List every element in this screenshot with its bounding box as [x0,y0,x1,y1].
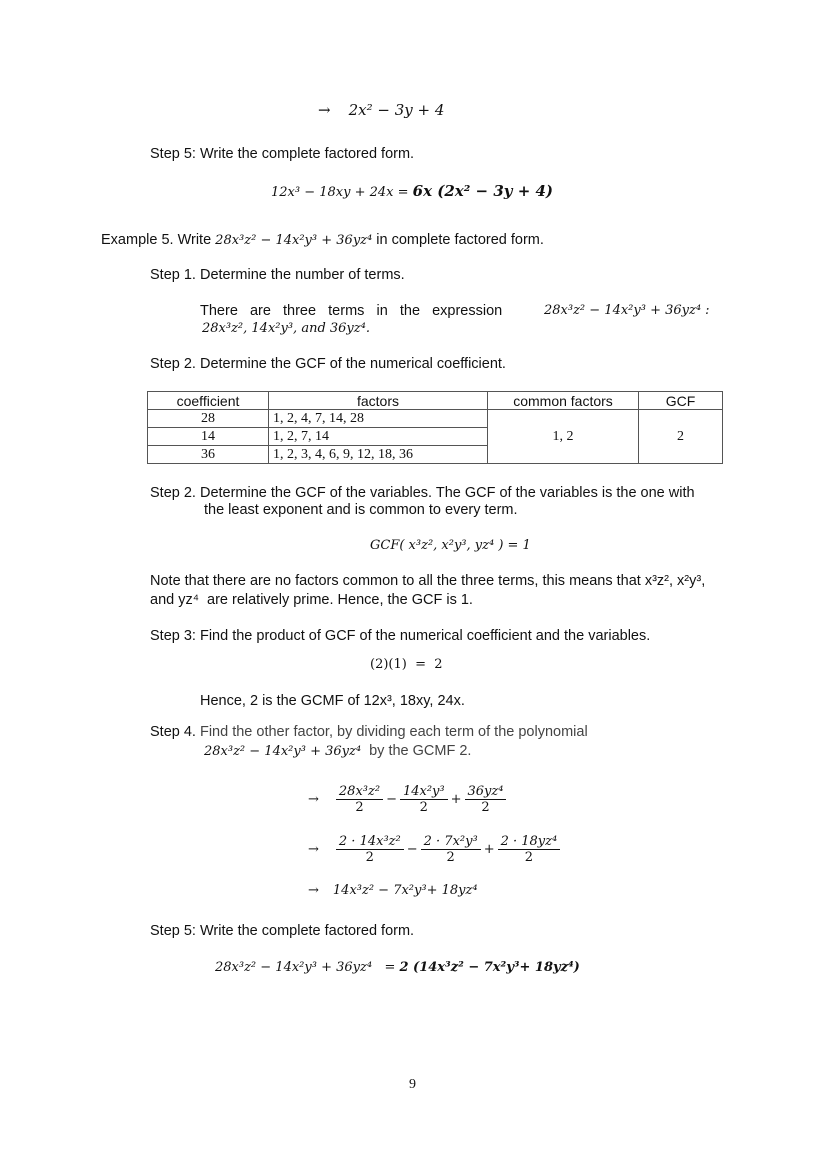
lhs: 28x³z² − 14x²y³ + 36yz⁴ = [215,960,400,975]
t3: in complete factored form. [372,232,544,248]
operator: + [483,842,495,857]
fraction [465,784,507,815]
step2b-line2: the least exponent and is common to every term. [204,502,518,518]
denominator: 2 [365,850,374,865]
gcf-table [147,391,723,464]
coef: 28 [148,410,269,428]
numerator: 2 · 7x²y³ [421,834,481,850]
operator: − [386,792,397,807]
division-step-2 [308,834,563,865]
denominator: 2 [419,800,428,815]
step4-text: Find the other factor, by dividing each term of the polynomial [195,724,588,740]
product: (2)(1) = 2 [370,657,443,672]
division-step-1 [308,784,509,815]
prev-step5-label: Step 5: Write the complete factored form. [150,146,415,162]
step3-label: Step 3: Find the product of GCF of the numerical coefficient and the variables. [150,628,651,644]
coef: 14 [148,428,269,446]
t1: Example 5. Write [101,232,216,248]
table-row [148,410,723,428]
prev-expression: 2x² − 3y + 4 [348,101,445,119]
common-factors: 1, 2 [488,410,639,464]
numerator: 28x³z² [336,784,383,800]
prev-result [318,101,444,119]
step1-expression: 28x³z² − 14x²y³ + 36yz⁴ : [544,303,710,318]
by-gcmf: by the GCMF 2. [361,743,472,759]
prev-step5-equation [271,182,553,200]
t2: 28x³z² − 14x²y³ + 36yz⁴ [215,233,373,248]
step2-label: Step 2. Determine the GCF of the numerical coefficient. [150,356,506,372]
coef: 36 [148,446,269,464]
numerator: 14x²y³ [400,784,448,800]
step4 [150,724,588,740]
arrow: → [318,101,331,119]
gcf-variables: GCF( x³z², x²y³, yz⁴ ) = 1 [370,538,531,553]
step2b-line1: Step 2. Determine the GCF of the variables. The GCF of the variables is the one with [150,485,695,501]
expr: 28x³z² − 14x²y³ + 36yz⁴ [204,744,362,759]
step1-text: There are three terms in the expression [200,303,503,319]
fraction [336,784,383,815]
example5-title [101,232,544,248]
step1-terms: 28x³z², 14x²y³, and 36yz⁴. [202,321,370,336]
fraction [421,834,481,865]
factors: 1, 2, 7, 14 [269,428,488,446]
fraction [498,834,561,865]
final-equation [215,960,580,975]
header: factors [269,392,488,410]
arrow: → [308,883,319,898]
step4-label: Step 4. [150,724,196,740]
step1-label: Step 1. Determine the number of terms. [150,267,405,283]
step5-label: Step 5: Write the complete factored form. [150,923,415,939]
factors: 1, 2, 4, 7, 14, 28 [269,410,488,428]
operator: − [406,842,418,857]
result: 14x³z² − 7x²y³+ 18yz⁴ [332,883,478,898]
lhs: 12x³ − 18xy + 24x = [271,185,413,200]
header: GCF [639,392,723,410]
gcf: 2 [639,410,723,464]
arrow: → [308,842,319,857]
page-number: 9 [409,1077,416,1092]
header: common factors [488,392,639,410]
hence: Hence, 2 is the GCMF of 12x³, 18xy, 24x. [200,693,465,709]
note-line1: Note that there are no factors common to all the three terms, this means that x³z², x²y³, [150,573,706,589]
fraction [336,834,404,865]
fraction [400,784,448,815]
denominator: 2 [446,850,455,865]
operator: + [450,792,462,807]
denominator: 2 [481,800,490,815]
numerator: 36yz⁴ [465,784,507,800]
factors: 1, 2, 3, 4, 6, 9, 12, 18, 36 [269,446,488,464]
denominator: 2 [524,850,534,865]
division-result [308,883,478,898]
rhs: 6x (2x² − 3y + 4) [412,182,554,200]
numerator: 2 · 14x³z² [336,834,404,850]
note-line2: and yz⁴ are relatively prime. Hence, the GCF is 1. [150,592,473,608]
arrow: → [308,792,319,807]
header: coefficient [148,392,269,410]
denominator: 2 [355,800,364,815]
rhs: 2 (14x³z² − 7x²y³+ 18yz⁴) [399,960,580,975]
step4-expression [204,743,471,759]
numerator: 2 · 18yz⁴ [498,834,561,850]
